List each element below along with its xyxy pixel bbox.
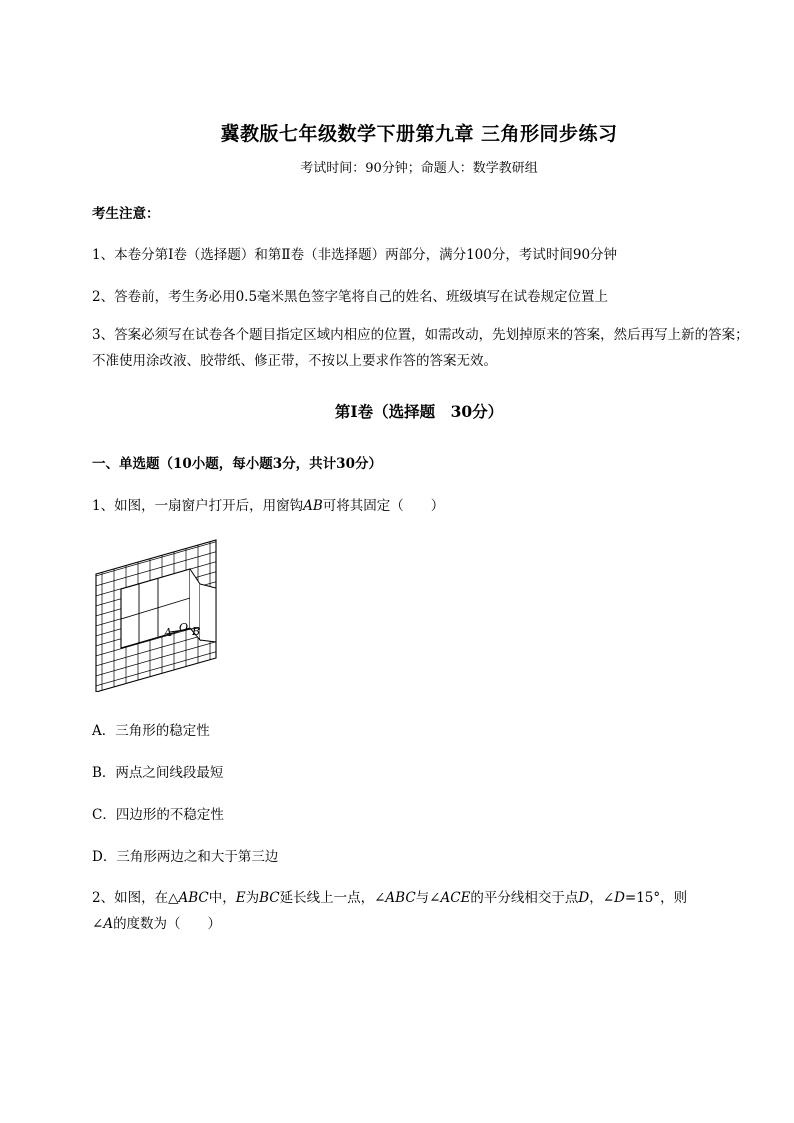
label-a: A — [164, 626, 172, 639]
question-1-stem: 1、如图，一扇窗户打开后，用窗钩AB可将其固定（ ） — [92, 498, 445, 514]
note-item-2: 2、答卷前，考生务必用0.5毫米黑色签字笔将自己的姓名、班级填写在试卷规定位置上 — [92, 289, 609, 305]
label-b: B — [192, 625, 201, 638]
notes-heading: 考生注意： — [92, 206, 160, 222]
option-d[interactable]: D．三角形两边之和大于第三边 — [92, 849, 279, 865]
exam-info: 考试时间：90分钟；命题人：数学教研组 — [300, 161, 538, 176]
note-item-3: 3、答案必须写在试卷各个题目指定区域内相应的位置，如需改动，先划掉原来的答案，然后再写上新的答案；不准使用涂改液、胶带纸、修正带，不按以上要求作答的答案无效。 — [92, 327, 749, 369]
page-title: 冀教版七年级数学下册第九章 三角形同步练习 — [220, 123, 618, 145]
question-2-stem-line2: ∠A的度数为（ ） — [92, 916, 222, 932]
open-sash — [200, 584, 216, 642]
part-title: 第I卷（选择题 30分） — [334, 402, 504, 421]
option-c[interactable]: C．四边形的不稳定性 — [92, 807, 224, 823]
section-heading: 一、单选题（10小题，每小题3分，共计30分） — [92, 456, 382, 472]
note-item-1: 1、本卷分第I卷（选择题）和第Ⅱ卷（非选择题）两部分，满分100分，考试时间90分钟 — [92, 247, 618, 263]
question-2-stem: 2、如图，在△ABC中，E为BC延长线上一点，∠ABC与∠ACE的平分线相交于点D，∠D=15°，则 — [92, 890, 688, 906]
option-a[interactable]: A．三角形的稳定性 — [92, 723, 210, 739]
option-b[interactable]: B．两点之间线段最短 — [92, 765, 224, 781]
label-o: O — [179, 621, 189, 634]
window-figure — [92, 536, 224, 692]
